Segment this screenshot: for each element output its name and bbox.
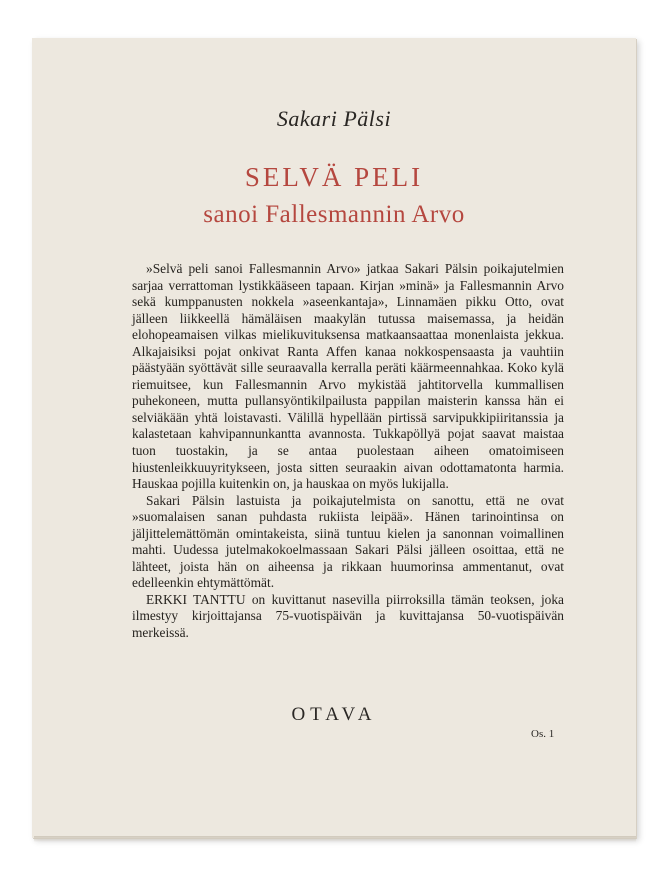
blurb-text bbox=[132, 261, 564, 642]
cover-shadow bbox=[34, 836, 636, 842]
book-title: SELVÄ PELI bbox=[244, 162, 424, 192]
publisher-name: OTAVA bbox=[291, 704, 377, 725]
blurb-paragraph-2: Sakari Pälsin lastuista ja poikajutelmista on sanottu, että ne ovat »suomalaisen sanan puhdasta rukiista leipää». Hänen tarinointinsa on jäljittelemättömän omintakeista, siinä tuntuu kielen ja sanonnan voimallinen mahti. Uudessa jutelmakokoelmassaan Sakari Pälsi jälleen osoittaa, että ne lähteet, joista hän on aiheensa ja rikkaan huumorinsa ammentanut, ovat edelleenkin ehtymättömät. bbox=[132, 492, 564, 591]
author-name: Sakari Pälsi bbox=[276, 106, 392, 131]
book-subtitle: sanoi Fallesmannin Arvo bbox=[203, 201, 465, 228]
blurb-paragraph-3: ERKKI TANTTU on kuvittanut nasevilla piirroksilla tämän teoksen, joka ilmestyy kirjoittajansa 75-vuotispäivän ja kuvittajansa 50-vuotispäivän merkeissä. bbox=[132, 591, 564, 641]
book-cover bbox=[32, 38, 636, 838]
blurb-paragraph-1: »Selvä peli sanoi Fallesmannin Arvo» jatkaa Sakari Pälsin poikajutelmien sarjaa verrattoman lystikkääseen tapaan. Kirjan »minä» ja Fallesmannin Arvo sekä kumppanusten nokkela »aseenkantaja», Linnamäen pikku Otto, ovat jälleen liikkeellä hämäläisen maakylän tutussa maisemassa, ja heidän elohopeamaisen vilkas mielikuvituksensa matkaansaattaa monenlaista jekkua. Alkajaisiksi pojat onkivat Ranta Affen kanaa nokkospensaasta ja vauhtiin päästyään syöttävät sille seuraavalla kerralla peräti käärmeennahkaa. Koko kylä riemuitsee, kun Fallesmannin Arvo mykistää jahtitorvella kummallisen puhekoneen, mutta pullansyöntikilpailusta pappilan maisterin kanssa hän ei selviäkään yhtä loistavasti. Välillä hypellään pirtissä sarvipukkipiiritanssia ja kalastetaan kahvipannunkantta avannosta. Tukkapöllyä pojat saavat maistaa tuon tuostakin, ja se antaa puolestaan aiheen omatoimiseen hiustenleikkuuyritykseen, josta sitten seuraakin aivan odottamatonta harmia. Hauskaa pojilla kuitenkin on, ja hauskaa on myös lukijalla. bbox=[132, 261, 564, 492]
catalog-code: Os. 1 bbox=[531, 728, 555, 740]
